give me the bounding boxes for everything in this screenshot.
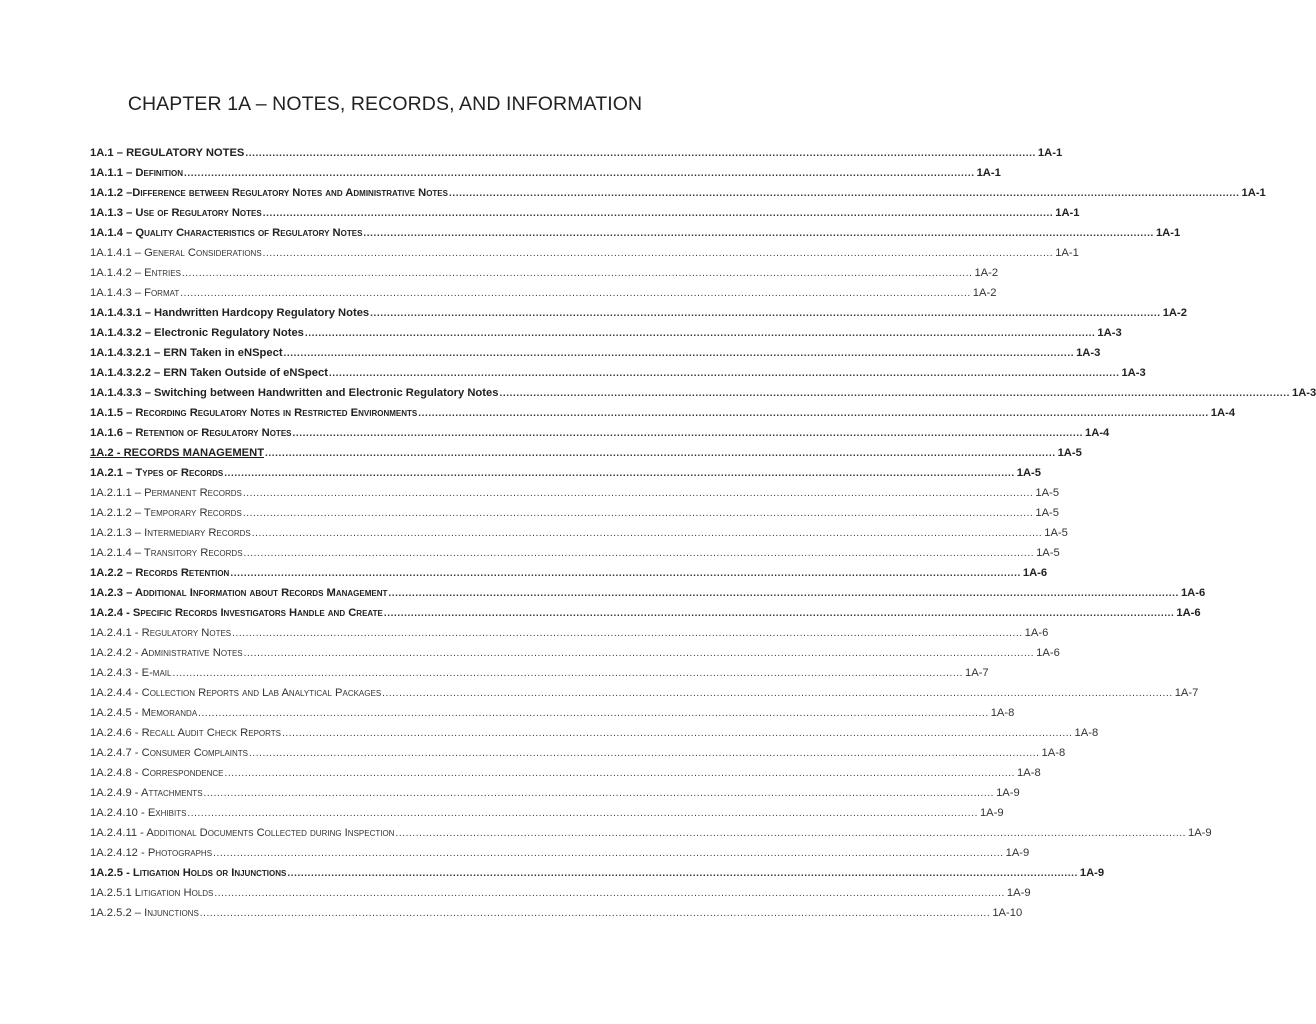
toc-entry-label: 1A.1.4.3.1 – Handwritten Hardcopy Regulatory Notes	[90, 307, 370, 319]
toc-entry-label: 1A.2.2 – Records Retention	[90, 567, 230, 579]
dot-leader	[384, 604, 1175, 624]
dot-leader	[204, 784, 995, 804]
toc-entry-label: 1A.1.4.1 – General Considerations	[90, 247, 262, 259]
toc-entry[interactable]	[90, 163, 1001, 183]
toc-entry-label: 1A.1.4.3.3 – Switching between Handwritten and Electronic Regulatory Notes	[90, 387, 499, 399]
toc-entry[interactable]	[90, 303, 1187, 323]
toc-entry-page-number: 1A-2	[974, 267, 999, 279]
toc-entry-page-number: 1A-5	[1044, 527, 1068, 539]
toc-entry[interactable]	[90, 243, 1079, 263]
toc-entry-page-number: 1A-5	[1036, 547, 1060, 559]
toc-entry-label: 1A.2.1.3 – Intermediary Records	[90, 527, 251, 539]
toc-entry-page-number: 1A-4	[1085, 427, 1110, 439]
toc-entry[interactable]	[90, 383, 1316, 403]
toc-entry[interactable]	[90, 223, 1181, 243]
toc-entry-page-number: 1A-5	[1035, 507, 1059, 519]
dot-leader	[263, 204, 1054, 224]
dot-leader	[224, 464, 1015, 484]
dot-leader	[180, 284, 971, 304]
dot-leader	[293, 424, 1084, 444]
dot-leader	[249, 744, 1040, 764]
toc-entry-label: 1A.2.1.2 – Temporary Records	[90, 507, 242, 519]
table-of-contents	[90, 143, 1316, 923]
toc-entry-page-number: 1A-1	[976, 167, 1001, 179]
dot-leader	[263, 244, 1054, 264]
toc-entry[interactable]	[90, 823, 1212, 843]
toc-entry-page-number: 1A-7	[965, 667, 989, 679]
toc-entry-label: 1A.2.4.5 - Memoranda	[90, 707, 198, 719]
toc-entry-label: 1A.2.4.11 - Additional Documents Collected during Inspection	[90, 827, 395, 839]
toc-entry-label: 1A.2.4.9 - Attachments	[90, 787, 203, 799]
toc-entry-label: 1A.2.5 - Litigation Holds or Injunctions	[90, 867, 287, 879]
toc-entry-page-number: 1A-6	[1022, 567, 1048, 579]
toc-entry-label: 1A.1.2 –Difference between Regulatory Notes and Administrative Notes	[90, 187, 448, 199]
toc-entry[interactable]	[90, 443, 1082, 463]
toc-entry-label: 1A.2.4.6 - Recall Audit Check Reports	[90, 727, 282, 739]
toc-entry[interactable]	[90, 903, 1023, 923]
dot-leader	[363, 224, 1154, 244]
toc-entry[interactable]	[90, 883, 1031, 903]
toc-entry-label: 1A.2.5.1 Litigation Holds	[90, 887, 214, 899]
toc-entry-page-number: 1A-5	[1016, 467, 1041, 479]
dot-leader	[265, 444, 1056, 464]
dot-leader	[213, 844, 1004, 864]
toc-entry[interactable]	[90, 323, 1122, 343]
toc-entry-label: 1A.2.3 – Additional Information about Records Management	[90, 587, 388, 599]
toc-entry[interactable]	[90, 483, 1060, 503]
toc-entry[interactable]	[90, 523, 1068, 543]
toc-entry[interactable]	[90, 783, 1020, 803]
toc-entry-page-number: 1A-9	[1005, 847, 1030, 859]
dot-leader	[284, 344, 1075, 364]
toc-entry-label: 1A.1.4.3.2 – Electronic Regulatory Notes	[90, 327, 304, 339]
dot-leader	[388, 584, 1179, 604]
toc-entry[interactable]	[90, 743, 1066, 763]
dot-leader	[287, 864, 1078, 884]
toc-entry-label: 1A.1.4.3.2.1 – ERN Taken in eNSpect	[90, 347, 283, 359]
dot-leader	[244, 644, 1035, 664]
toc-entry-page-number: 1A-6	[1024, 627, 1049, 639]
toc-entry[interactable]	[90, 763, 1041, 783]
dot-leader	[244, 544, 1035, 564]
dot-leader	[382, 684, 1173, 704]
dot-leader	[370, 304, 1161, 324]
dot-leader	[232, 624, 1023, 644]
dot-leader	[395, 824, 1186, 844]
toc-entry[interactable]	[90, 283, 997, 303]
toc-entry-label: 1A.1 – REGULATORY NOTES	[90, 147, 245, 159]
toc-entry-label: 1A.1.1 – Definition	[90, 167, 184, 179]
toc-entry-label: 1A.1.4 – Quality Characteristics of Regulatory Notes	[90, 227, 363, 239]
toc-entry-label: 1A.1.5 – Recording Regulatory Notes in Restricted Environments	[90, 407, 418, 419]
toc-entry-label: 1A.2.1.4 – Transitory Records	[90, 547, 243, 559]
dot-leader	[499, 384, 1290, 404]
dot-leader	[245, 144, 1036, 164]
toc-entry[interactable]	[90, 403, 1236, 423]
toc-entry-label: 1A.2.4.8 - Correspondence	[90, 767, 224, 779]
toc-entry-label: 1A.2.4.4 - Collection Reports and Lab Analytical Packages	[90, 687, 382, 699]
toc-entry-label: 1A.2.1 – Types of Records	[90, 467, 224, 479]
toc-entry-page-number: 1A-8	[1041, 747, 1066, 759]
toc-entry-page-number: 1A-10	[992, 907, 1023, 919]
toc-entry-page-number: 1A-1	[1055, 207, 1080, 219]
toc-entry-page-number: 1A-9	[996, 787, 1020, 799]
toc-entry-label: 1A.1.4.3 – Format	[90, 287, 180, 299]
toc-entry[interactable]	[90, 683, 1199, 703]
toc-entry[interactable]	[90, 843, 1030, 863]
toc-entry[interactable]	[90, 183, 1266, 203]
toc-entry[interactable]	[90, 463, 1041, 483]
toc-entry-page-number: 1A-3	[1121, 367, 1146, 379]
toc-entry-label: 1A.2.4.1 - Regulatory Notes	[90, 627, 232, 639]
toc-entry[interactable]	[90, 703, 1015, 723]
toc-entry[interactable]	[90, 343, 1101, 363]
toc-entry[interactable]	[90, 603, 1201, 623]
chapter-title: CHAPTER 1A – NOTES, RECORDS, AND INFORMATION	[127, 93, 643, 115]
dot-leader	[172, 664, 963, 684]
toc-entry-label: 1A.2.4 - Specific Records Investigators Handle and Create	[90, 607, 383, 619]
toc-entry-page-number: 1A-8	[990, 707, 1015, 719]
toc-entry-page-number: 1A-3	[1291, 387, 1316, 399]
dot-leader	[230, 564, 1021, 584]
toc-entry-label: 1A.2.4.10 - Exhibits	[90, 807, 187, 819]
toc-entry-page-number: 1A-5	[1057, 447, 1082, 459]
dot-leader	[282, 724, 1073, 744]
dot-leader	[214, 884, 1005, 904]
toc-entry-page-number: 1A-9	[1079, 867, 1105, 879]
dot-leader	[418, 404, 1209, 424]
toc-entry[interactable]	[90, 723, 1099, 743]
toc-entry[interactable]	[90, 143, 1063, 163]
toc-entry-page-number: 1A-7	[1174, 687, 1199, 699]
dot-leader	[187, 804, 978, 824]
toc-entry-page-number: 1A-6	[1036, 647, 1060, 659]
toc-entry-label: 1A.2.1.1 – Permanent Records	[90, 487, 242, 499]
toc-entry-page-number: 1A-1	[1241, 187, 1266, 199]
dot-leader	[182, 264, 973, 284]
dot-leader	[305, 324, 1096, 344]
toc-entry-page-number: 1A-8	[1074, 727, 1099, 739]
toc-entry-page-number: 1A-9	[1188, 827, 1212, 839]
toc-entry[interactable]	[90, 423, 1110, 443]
toc-entry-label: 1A.2.4.12 - Photographs	[90, 847, 213, 859]
dot-leader	[329, 364, 1120, 384]
toc-entry[interactable]	[90, 263, 999, 283]
toc-entry-page-number: 1A-1	[1055, 247, 1079, 259]
dot-leader	[449, 184, 1240, 204]
dot-leader	[243, 484, 1034, 504]
toc-entry-label: 1A.2.5.2 – Injunctions	[90, 907, 199, 919]
toc-entry[interactable]	[90, 863, 1105, 883]
toc-entry-label: 1A.2.4.7 - Consumer Complaints	[90, 747, 249, 759]
toc-entry-page-number: 1A-3	[1097, 327, 1122, 339]
toc-entry[interactable]	[90, 503, 1059, 523]
toc-entry-label: 1A.1.3 – Use of Regulatory Notes	[90, 207, 262, 219]
toc-entry[interactable]	[90, 663, 989, 683]
toc-entry-page-number: 1A-9	[1006, 887, 1031, 899]
toc-entry-page-number: 1A-5	[1035, 487, 1060, 499]
toc-entry-label: 1A.1.4.3.2.2 – ERN Taken Outside of eNSpect	[90, 367, 328, 379]
toc-entry[interactable]	[90, 583, 1206, 603]
toc-entry[interactable]	[90, 623, 1049, 643]
dot-leader	[184, 164, 975, 184]
toc-entry-label: 1A.1.4.2 – Entries	[90, 267, 181, 279]
dot-leader	[198, 704, 989, 724]
toc-entry[interactable]	[90, 543, 1060, 563]
toc-entry-page-number: 1A-4	[1210, 407, 1236, 419]
dot-leader	[243, 504, 1034, 524]
toc-entry[interactable]	[90, 803, 1004, 823]
dot-leader	[252, 524, 1043, 544]
toc-entry-page-number: 1A-6	[1180, 587, 1206, 599]
toc-entry-page-number: 1A-9	[979, 807, 1004, 819]
toc-entry[interactable]	[90, 563, 1048, 583]
dot-leader	[225, 764, 1016, 784]
toc-entry-page-number: 1A-1	[1037, 147, 1063, 159]
toc-entry-page-number: 1A-2	[1162, 307, 1187, 319]
toc-entry[interactable]	[90, 203, 1080, 223]
toc-entry-page-number: 1A-2	[972, 287, 997, 299]
toc-entry-label: 1A.2 - RECORDS MANAGEMENT	[90, 447, 265, 459]
toc-entry-page-number: 1A-1	[1155, 227, 1181, 239]
toc-entry[interactable]	[90, 363, 1146, 383]
toc-entry[interactable]	[90, 643, 1060, 663]
toc-entry-page-number: 1A-8	[1017, 767, 1041, 779]
toc-entry-page-number: 1A-3	[1076, 347, 1101, 359]
toc-entry-label: 1A.2.4.2 - Administrative Notes	[90, 647, 243, 659]
toc-entry-label: 1A.2.4.3 - E-mail	[90, 667, 172, 679]
toc-entry-label: 1A.1.6 – Retention of Regulatory Notes	[90, 427, 292, 439]
toc-entry-page-number: 1A-6	[1176, 607, 1201, 619]
dot-leader	[200, 904, 991, 924]
